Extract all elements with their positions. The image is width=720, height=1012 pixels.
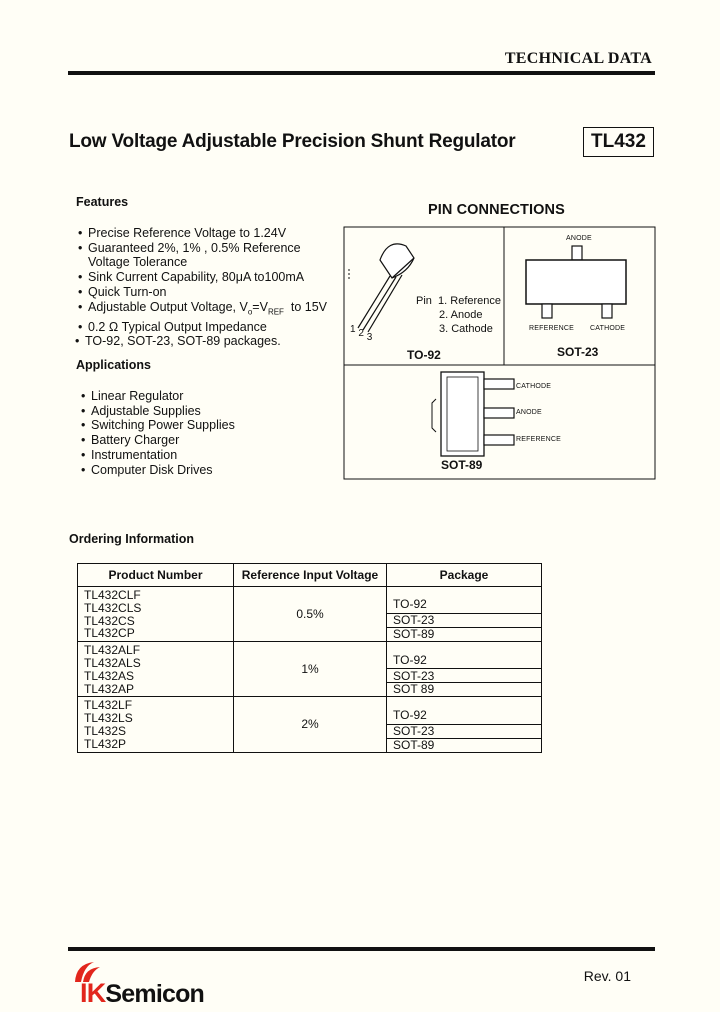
sot89-package-drawing (432, 372, 514, 456)
package-cell: SOT-89 (387, 738, 542, 752)
ordering-heading: Ordering Information (69, 532, 194, 546)
applications-list (79, 389, 235, 477)
features-heading: Features (76, 195, 129, 209)
sot23-anode-label: ANODE (566, 235, 592, 242)
footer-rule (68, 947, 655, 951)
product-number-cell: TL432ALF TL432ALS TL432AS TL432AP (78, 642, 234, 697)
package-cell: SOT-23 (387, 669, 542, 683)
to92-pin-list: Pin 1. Reference 2. Anode 3. Cathode (416, 295, 502, 335)
sot23-label: SOT-23 (557, 345, 599, 359)
applications-heading: Applications (76, 358, 152, 372)
voltage-cell: 1% (234, 642, 387, 697)
features-list (76, 226, 327, 349)
package-cell: SOT-89 (387, 628, 542, 642)
list-item: • 0.2 Ω Typical Output Impedance (76, 320, 327, 335)
list-item: • Precise Reference Voltage to 1.24V (76, 226, 327, 241)
part-number: TL432 (591, 131, 646, 152)
list-item: • Adjustable Output Voltage, $V_o=V_{REF}$ to 15V (76, 300, 327, 320)
package-cell: SOT-23 (387, 614, 542, 628)
voltage-cell: 2% (234, 697, 387, 752)
revision-label: Rev. 01 (583, 968, 631, 984)
list-item-continuation: Voltage Tolerance (88, 255, 188, 270)
header-rule (68, 71, 655, 75)
sot23-cathode-label: CATHODE (590, 325, 626, 332)
list-item: • Sink Current Capability, 80μA to100mA (76, 270, 327, 285)
list-item: • Battery Charger (79, 433, 235, 448)
sot23-reference-label: REFERENCE (529, 325, 574, 332)
voltage-cell: 0.5% (234, 587, 387, 642)
to92-pin-numbers: 1 2 3 (350, 324, 373, 343)
column-header: Reference Input Voltage (234, 564, 387, 587)
list-item: • TO-92, SOT-23, SOT-89 packages. (73, 334, 327, 349)
product-title: Low Voltage Adjustable Precision Shunt Regulator (69, 131, 516, 152)
product-number-cell: TL432CLF TL432CLS TL432CS TL432CP (78, 587, 234, 642)
column-header: Product Number (78, 564, 234, 587)
document-header-title: TECHNICAL DATA (504, 50, 652, 67)
package-cell: TO-92 (387, 587, 542, 614)
list-item: • Quick Turn-on (76, 285, 327, 300)
pin-connections-diagram (340, 224, 656, 480)
column-header: Package (387, 564, 542, 587)
package-cell: SOT 89 (387, 683, 542, 697)
sot23-package-drawing (526, 246, 626, 318)
list-item: • Instrumentation (79, 448, 235, 463)
sot89-label: SOT-89 (441, 458, 483, 472)
list-item: • Adjustable Supplies (79, 404, 235, 419)
sot89-cathode-label: CATHODE (516, 383, 552, 390)
ordering-table (77, 563, 542, 753)
ik-semicon-logo (70, 958, 270, 1008)
to92-label: TO-92 (407, 348, 441, 362)
list-item: • Computer Disk Drives (79, 463, 235, 478)
table-header-row (78, 564, 542, 587)
part-number-box (583, 127, 654, 157)
table-row (78, 642, 542, 669)
package-cell: SOT-23 (387, 724, 542, 738)
pin-connections-heading: PIN CONNECTIONS (428, 202, 565, 218)
product-number-cell: TL432LF TL432LS TL432S TL432P (78, 697, 234, 752)
logo-wordmark: IKSemicon (80, 978, 205, 1008)
list-item: • Switching Power Supplies (79, 418, 235, 433)
table-row (78, 587, 542, 614)
sot89-reference-label: REFERENCE (516, 436, 561, 443)
list-item: • Guaranteed 2%, 1% , 0.5% Reference (76, 241, 327, 256)
list-item: • Linear Regulator (79, 389, 235, 404)
table-row (78, 697, 542, 724)
sot89-anode-label: ANODE (516, 409, 542, 416)
package-cell: TO-92 (387, 642, 542, 669)
package-cell: TO-92 (387, 697, 542, 724)
